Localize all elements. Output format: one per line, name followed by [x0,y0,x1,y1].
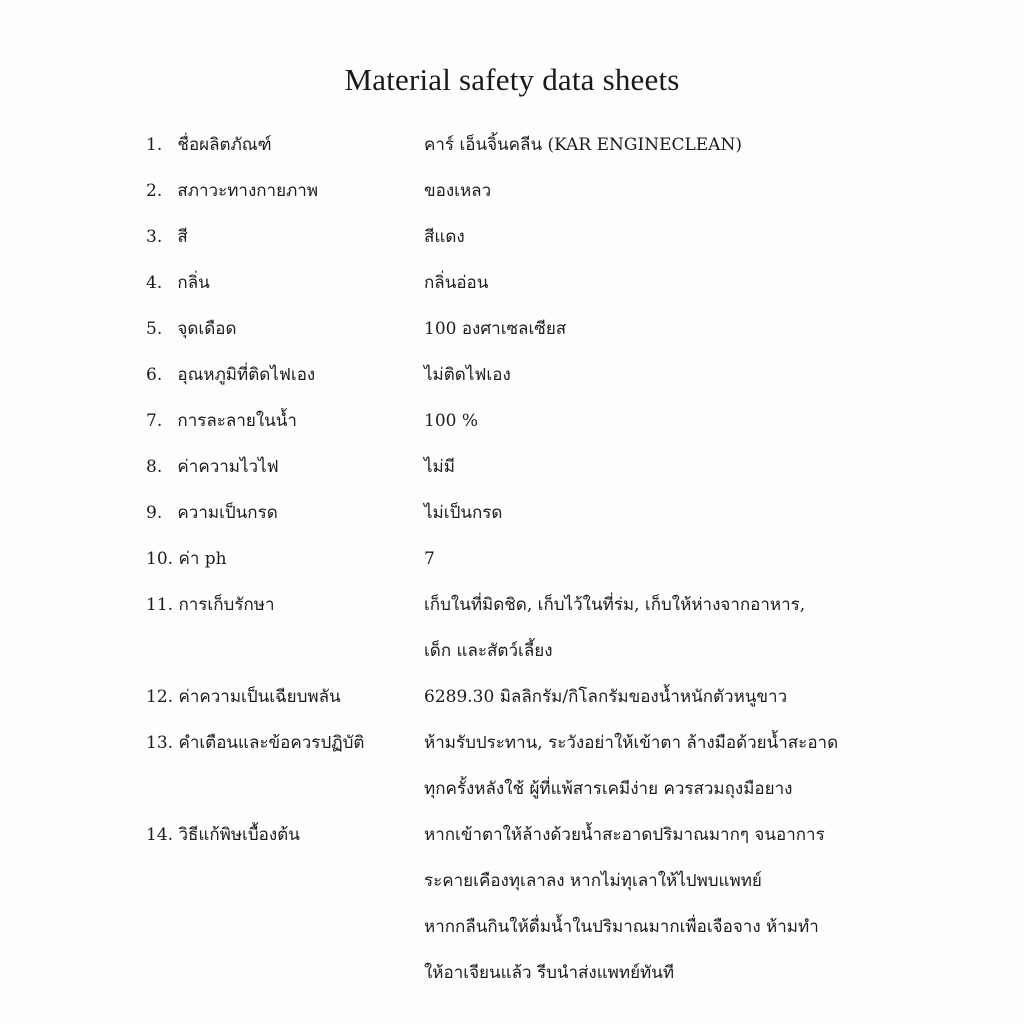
row-value [424,398,944,444]
row-number: 11. [146,595,174,615]
row-label-text: สี [177,227,188,247]
row-label-text: จุดเดือด [177,319,237,339]
row-label-text: กลิ่น [177,273,210,293]
row-number: 14. [146,825,174,845]
row-label [146,352,414,398]
msds-row-ph [0,536,1024,582]
row-value [424,812,944,996]
msds-row-storage [0,582,1024,674]
row-value-line: เก็บในที่มิดชิด, เก็บไว้ในที่ร่ม, เก็บให้ห่างจากอาหาร, [424,595,806,615]
row-value [424,260,944,306]
row-value-line: เด็ก และสัตว์เลี้ยง [424,641,553,661]
msds-row-odor [0,260,1024,306]
msds-row-color [0,214,1024,260]
row-value [424,352,944,398]
row-value-line: 7 [424,549,435,569]
msds-row-acidity [0,490,1024,536]
row-label-text: การละลายในน้ำ [177,411,297,431]
row-number: 13. [146,733,174,753]
row-number: 5. [146,319,163,339]
row-number: 12. [146,687,174,707]
row-value [424,122,944,168]
row-label [146,260,414,306]
row-label-text: ชื่อผลิตภัณฑ์ [177,135,272,155]
row-value [424,490,944,536]
row-value-line: 100 องศาเซลเซียส [424,319,567,339]
row-label [146,306,414,352]
msds-row-boiling-point [0,306,1024,352]
row-label [146,444,414,490]
row-number: 2. [146,181,163,201]
row-value [424,536,944,582]
row-label [146,168,414,214]
row-label-text: คำเตือนและข้อควรปฏิบัติ [178,733,365,753]
row-label-text: ค่า ph [178,549,227,569]
row-label [146,812,414,858]
row-label [146,582,414,628]
msds-row-autoignition [0,352,1024,398]
row-label [146,674,414,720]
row-value-line: ไม่ติดไฟเอง [424,365,511,385]
row-number: 1. [146,135,163,155]
row-label [146,720,414,766]
row-number: 7. [146,411,163,431]
row-value-line: ไม่มี [424,457,455,477]
row-number: 6. [146,365,163,385]
row-number: 3. [146,227,163,247]
msds-row-physical-state [0,168,1024,214]
row-value [424,720,944,812]
row-label-text: ความเป็นกรด [177,503,278,523]
row-value [424,582,944,674]
row-value [424,444,944,490]
row-label [146,214,414,260]
row-value-line: คาร์ เอ็นจิ้นคลีน (KAR ENGINECLEAN) [424,135,742,155]
row-number: 8. [146,457,163,477]
msds-row-solubility [0,398,1024,444]
msds-row-flammability [0,444,1024,490]
row-value-line: สีแดง [424,227,465,247]
row-value-line: ระคายเคืองทุเลาลง หากไม่ทุเลาให้ไปพบแพทย์ [424,871,762,891]
row-label [146,398,414,444]
row-label-text: ค่าความเป็นเฉียบพลัน [178,687,341,707]
row-value-line: กลิ่นอ่อน [424,273,489,293]
row-label-text: ค่าความไวไฟ [177,457,279,477]
msds-row-acute-toxicity [0,674,1024,720]
row-label [146,536,414,582]
row-label [146,490,414,536]
row-value [424,674,944,720]
row-value-line: หากกลืนกินให้ดื่มน้ำในปริมาณมากเพื่อเจือจาง ห้ามทำ [424,917,819,937]
row-value-line: ของเหลว [424,181,492,201]
row-value [424,168,944,214]
row-value-line: ทุกครั้งหลังใช้ ผู้ที่แพ้สารเคมีง่าย ควรสวมถุงมือยาง [424,779,793,799]
row-value-line: 6289.30 มิลลิกรัม/กิโลกรัมของน้ำหนักตัวหนูขาว [424,687,788,707]
row-number: 10. [146,549,174,569]
msds-row-warnings [0,720,1024,812]
row-label [146,122,414,168]
row-number: 9. [146,503,163,523]
row-value [424,214,944,260]
row-value-line: ห้ามรับประทาน, ระวังอย่าให้เข้าตา ล้างมือด้วยน้ำสะอาด [424,733,839,753]
row-value-line: ให้อาเจียนแล้ว รีบนำส่งแพทย์ทันที [424,963,675,983]
row-label-text: วิธีแก้พิษเบื้องต้น [178,825,300,845]
row-number: 4. [146,273,163,293]
document-title: Material safety data sheets [344,62,680,97]
row-value [424,306,944,352]
msds-row-first-aid [0,812,1024,996]
row-value-line: หากเข้าตาให้ล้างด้วยน้ำสะอาดปริมาณมากๆ จนอาการ [424,825,825,845]
msds-table [0,122,1024,996]
row-value-line: ไม่เป็นกรด [424,503,503,523]
row-label-text: การเก็บรักษา [178,595,275,615]
row-value-line: 100 % [424,411,479,431]
msds-row-product-name [0,122,1024,168]
row-label-text: สภาวะทางกายภาพ [177,181,319,201]
row-label-text: อุณหภูมิที่ติดไฟเอง [177,365,316,385]
